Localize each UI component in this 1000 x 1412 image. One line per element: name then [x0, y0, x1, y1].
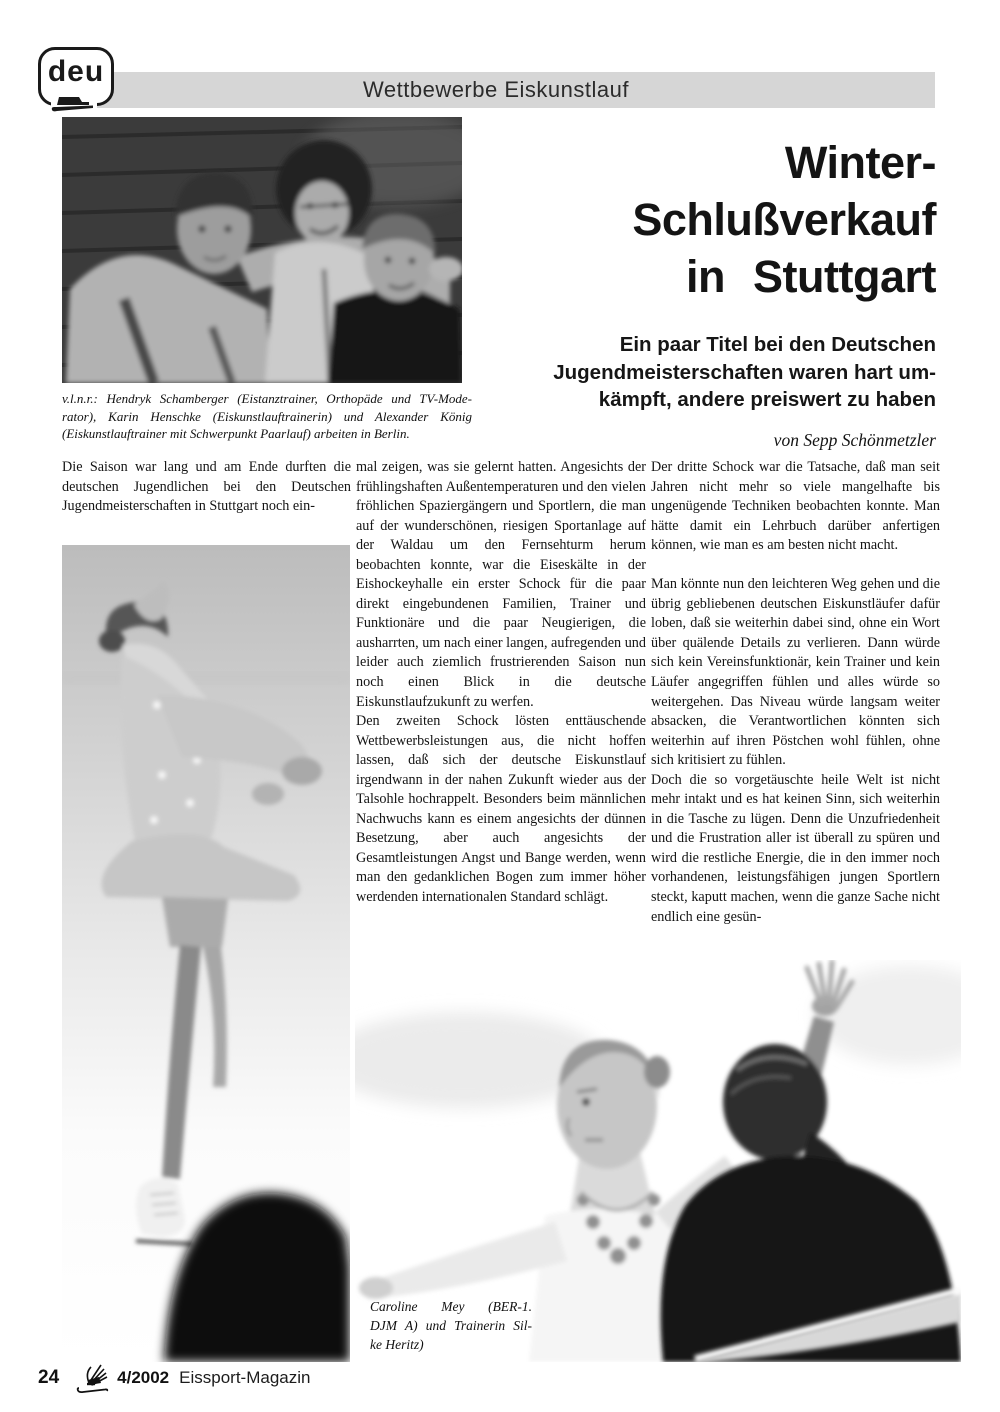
headline-line: in Stuttgart: [686, 251, 936, 302]
magazine-name: Eissport-Magazin: [179, 1368, 311, 1387]
issue-label: 4/2002: [117, 1368, 170, 1387]
photo-top-caption: [62, 390, 472, 443]
caption-line: Caroline Mey (BER-1.: [370, 1299, 532, 1314]
caption-line: (Eiskunstlauftrainer mit Schwerpunkt Paarlauf) arbeiten in Berlin.: [62, 426, 410, 442]
paragraph: Man könnte nun den leichteren Weg gehen und die übrig gebliebenen deutschen Eiskunstläufer dafür loben, daß sie weiterhin dabei sind, ohne ein Wort über quälende Details zu verlieren. Dann würde sich kein Vereinsfunktionär, kein Trainer und kein Läufer angegriffen fühlen und alles würde so weitergehen. Das Niveau würde langsam weiter absacken, die Verantwortlichen könnten sich weiterhin auf ihren Pöstchen wohl fühlen, ohne sich kritisiert zu fühlen.: [651, 576, 940, 769]
header-bar: [57, 72, 935, 108]
section-title: Wettbewerbe Eiskunstlauf: [363, 77, 629, 102]
paragraph: Der dritte Schock war die Tatsache, daß man seit Jahren nicht mehr so viele mangelhafte bis ungenügende Techniken beobachten konnte. Man hätte damit ein Lehrbuch darüber anfertigen können, wie man es am besten nicht macht.: [651, 459, 940, 554]
photo-left-skater: [62, 545, 350, 1362]
paragraph: mal zeigen, was sie gelernt hatten. Angesichts der frühlingshaften Außentemperaturen und den vielen fröhlichen Spaziergängern und Sportlern, die man auf der wunderschönen, riesigen Sportanlage auf der Waldau um den Fernsehturm herum beobachten konnte, war die Eiseskälte in der Eishockeyhalle ein erster Schock für die paar direkt eingebundenen Familien, Trainer und Funktionäre und die paar Neugierigen, die ausharrten, um nach einer langen, aufregenden und leider auch ziemlich frustrierenden Saison nun noch einen Blick in die deutsche Eiskunstlaufzukunft zu werfen.: [356, 459, 646, 710]
skate-icon: [49, 94, 99, 112]
subtitle-line: Jugendmeisterschaften waren hart um-: [553, 360, 936, 384]
article-column-3: [651, 458, 940, 927]
subtitle-line: Ein paar Titel bei den Deutschen: [619, 333, 936, 356]
headline-line: Schlußverkauf: [632, 194, 936, 245]
paragraph: Den zweiten Schock lösten enttäuschende Wettbewerbsleistungen aus, die nicht hoffen lassen, daß sich der deutsche Eiskunstlauf irgendwann in der nahen Zukunft wieder aus der Talsohle hochrappelt. Besonders beim männlichen Nachwuchs kann es einem angesichts der dünnen Besetzung, aber auch angesichts der Gesamtleistungen Angst und Bange werden, wenn man den gedanklichen Bogen zum immer höher werdenden internationalen Standard schlägt.: [356, 713, 646, 906]
caption-line: DJM A) und Trainerin Sil-: [370, 1318, 532, 1333]
paragraph: Die Saison war lang und am Ende durften die deutschen Jugendlichen bei den Deutschen Jugendmeisterschaften in Stuttgart noch ein-: [62, 459, 351, 515]
article-header: [470, 134, 936, 451]
article-byline: von Sepp Schönmetzler: [773, 429, 936, 450]
photo-top-trainers: [62, 117, 462, 383]
winged-skate-icon: [75, 1363, 111, 1393]
caption-line: rator), Karin Henschke (Eiskunstlauftrainerin) und Alexander König: [62, 408, 472, 424]
headline-line: Winter-: [784, 137, 936, 188]
page-number: 24: [38, 1367, 60, 1388]
caption-line: v.l.n.r.: Hendryk Schamberger (Eistanztrainer, Orthopäde und TV-Mode-: [62, 391, 472, 406]
article-column-2: [356, 458, 646, 908]
deu-badge-label: deu: [47, 55, 105, 88]
caption-line: ke Heritz): [370, 1337, 424, 1352]
article-column-1: [62, 458, 351, 517]
article-subtitle: [470, 331, 936, 414]
photo-bottom-caption: [370, 1297, 532, 1354]
deu-badge: [38, 47, 114, 106]
paragraph: Doch die so vorgetäuschte heile Welt ist nicht mehr intakt und es hat keinen Sinn, sich weiterhin in die Tasche zu lügen. Denn die Unzufriedenheit und die Frustration aller ist überall zu spüren und wird die restliche Energie, die in den immer noch vorhandenen, leistungsfähigen jungen Sportlern steckt, kaputt machen, wenn die ganze Sache nicht endlich eine gesün-: [651, 771, 940, 925]
subtitle-line: kämpft, andere preiswert zu haben: [598, 388, 936, 411]
page-footer: [38, 1363, 310, 1393]
